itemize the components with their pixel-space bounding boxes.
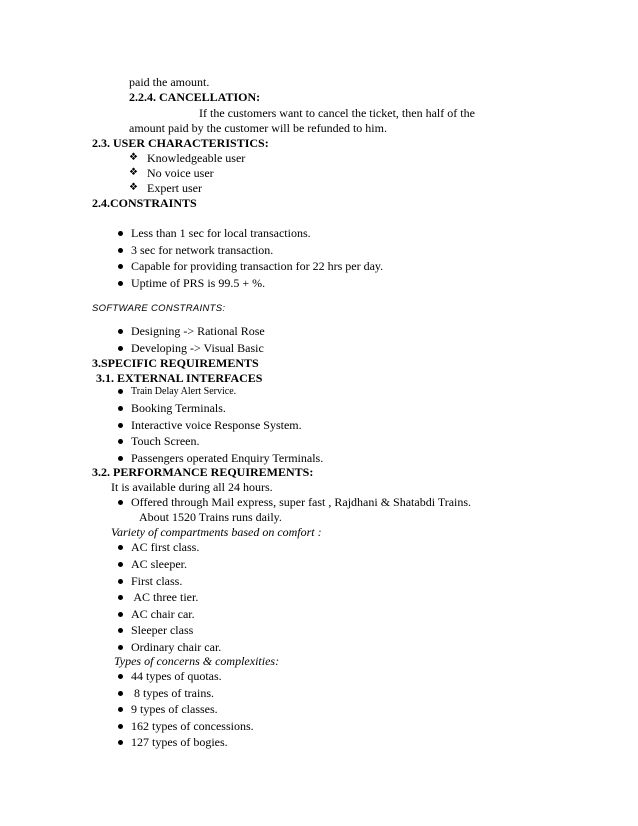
list-item: Touch Screen. — [131, 434, 200, 448]
bullet-icon — [118, 406, 123, 411]
bullet-icon — [118, 740, 123, 745]
list-item: AC chair car. — [131, 607, 195, 621]
bullet-icon — [118, 500, 123, 505]
list-item: Passengers operated Enquiry Terminals. — [131, 451, 324, 465]
list-item: No voice user — [147, 166, 214, 180]
diamond-bullet-icon: ❖ — [129, 167, 138, 178]
list-item: Interactive voice Response System. — [131, 418, 302, 432]
bullet-icon — [118, 595, 123, 600]
list-item: 9 types of classes. — [131, 702, 218, 716]
performance-requirements-heading: 3.2. PERFORMANCE REQUIREMENTS: — [92, 465, 314, 479]
external-interfaces-heading: 3.1. EXTERNAL INTERFACES — [96, 371, 263, 385]
list-item: AC first class. — [131, 540, 200, 554]
bullet-icon — [118, 456, 123, 461]
diamond-bullet-icon: ❖ — [129, 182, 138, 193]
list-item: Ordinary chair car. — [131, 640, 222, 654]
list-item: Uptime of PRS is 99.5 + %. — [131, 276, 266, 290]
software-constraints-label: SOFTWARE CONSTRAINTS: — [92, 303, 226, 314]
bullet-icon — [118, 248, 123, 253]
cancellation-heading: 2.2.4. CANCELLATION: — [129, 90, 261, 104]
list-item: Capable for providing transaction for 22 hrs per day. — [131, 259, 384, 273]
compartments-label: Variety of compartments based on comfort : — [111, 525, 322, 539]
availability-text: It is available during all 24 hours. — [111, 480, 273, 494]
list-item: Developing -> Visual Basic — [131, 341, 264, 355]
bullet-icon — [118, 423, 123, 428]
bullet-icon — [118, 645, 123, 650]
bullet-icon — [118, 707, 123, 712]
bullet-icon — [118, 329, 123, 334]
bullet-icon — [118, 264, 123, 269]
specific-requirements-heading: 3.SPECIFIC REQUIREMENTS — [92, 356, 259, 370]
list-item: Offered through Mail express, super fast , Rajdhani & Shatabdi Trains. — [131, 495, 472, 509]
trains-daily-text: About 1520 Trains runs daily. — [139, 510, 282, 524]
list-item: AC three tier. — [131, 590, 199, 604]
bullet-icon — [118, 281, 123, 286]
bullet-icon — [118, 612, 123, 617]
list-item: First class. — [131, 574, 183, 588]
list-item: Booking Terminals. — [131, 401, 226, 415]
list-item: 162 types of concessions. — [131, 719, 254, 733]
bullet-icon — [118, 389, 123, 394]
bullet-icon — [118, 674, 123, 679]
bullet-icon — [118, 346, 123, 351]
list-item: Sleeper class — [131, 623, 194, 637]
list-item: 127 types of bogies. — [131, 735, 228, 749]
constraints-heading: 2.4.CONSTRAINTS — [92, 196, 197, 210]
list-item: Less than 1 sec for local transactions. — [131, 226, 311, 240]
concerns-label: Types of concerns & complexities: — [114, 654, 280, 668]
bullet-icon — [118, 724, 123, 729]
bullet-icon — [118, 545, 123, 550]
list-item: Train Delay Alert Service. — [131, 386, 237, 397]
bullet-icon — [118, 562, 123, 567]
list-item: 44 types of quotas. — [131, 669, 222, 683]
diamond-bullet-icon: ❖ — [129, 152, 138, 163]
list-item: 3 sec for network transaction. — [131, 243, 274, 257]
cancellation-text-line1: If the customers want to cancel the ticket, then half of the — [199, 106, 475, 120]
bullet-icon — [118, 231, 123, 236]
bullet-icon — [118, 579, 123, 584]
cancellation-text-line2: amount paid by the customer will be refunded to him. — [129, 121, 387, 135]
list-item: 8 types of trains. — [131, 686, 214, 700]
bullet-icon — [118, 691, 123, 696]
user-characteristics-heading: 2.3. USER CHARACTERISTICS: — [92, 136, 269, 150]
list-item: Knowledgeable user — [147, 151, 246, 165]
list-item: Expert user — [147, 181, 202, 195]
paid-line: paid the amount. — [129, 75, 210, 89]
list-item: Designing -> Rational Rose — [131, 324, 265, 338]
list-item: AC sleeper. — [131, 557, 187, 571]
bullet-icon — [118, 439, 123, 444]
bullet-icon — [118, 628, 123, 633]
